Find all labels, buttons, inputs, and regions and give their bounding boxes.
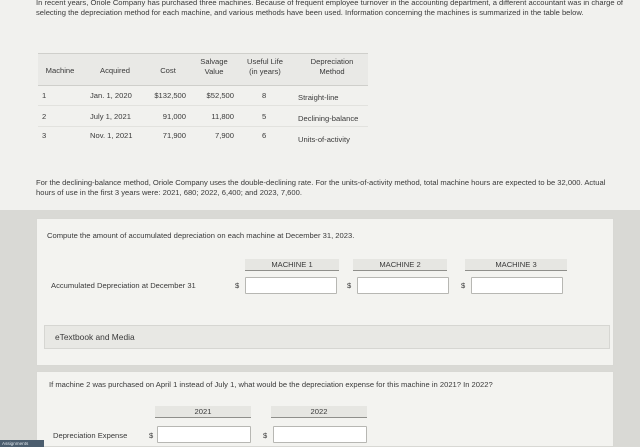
row3-method: Units-of-activity [298, 135, 350, 144]
row3-cost: 71,900 [162, 131, 186, 140]
question2-panel [36, 371, 614, 447]
row3-life: 6 [262, 131, 267, 140]
intro-paragraph: In recent years, Oriole Company has purchased three machines. Because of frequent employee turnover in the accounting department, a different accountant was in charge of selecting the depreciation method for each machine, and various methods have been used. Information concerning the machines is summarized in the table below. [36, 0, 624, 17]
column-header-2022: 2022 [271, 406, 367, 418]
row2-machine: 2 [42, 112, 47, 121]
row1-method: Straight-line [298, 93, 339, 102]
header-method-2: Method [319, 67, 345, 76]
row1-salvage: $52,500 [206, 91, 234, 100]
currency-symbol: $ [235, 281, 240, 290]
header-cost: Cost [160, 66, 176, 75]
header-salvage-2: Value [204, 67, 224, 76]
header-machine: Machine [45, 66, 75, 75]
column-header-2021: 2021 [155, 406, 251, 418]
header-life-2: (in years) [249, 67, 281, 76]
question1-prompt: Compute the amount of accumulated depreciation on each machine at December 31, 2023. [47, 231, 355, 240]
depreciation-2022-input[interactable] [273, 426, 367, 443]
row2-method: Declining-balance [298, 114, 359, 123]
row1-life: 8 [262, 91, 267, 100]
currency-symbol: $ [461, 281, 466, 290]
problem-statement-panel [0, 0, 640, 210]
header-acquired: Acquired [100, 66, 130, 75]
header-salvage-1: Salvage [200, 57, 228, 66]
currency-symbol: $ [263, 431, 268, 440]
row-divider [38, 126, 368, 127]
column-header-machine1: MACHINE 1 [245, 259, 339, 271]
row1-acquired: Jan. 1, 2020 [90, 91, 132, 100]
row3-acquired: Nov. 1, 2021 [90, 131, 133, 140]
machine3-accumulated-input[interactable] [471, 277, 563, 294]
machine1-accumulated-input[interactable] [245, 277, 337, 294]
row2-life: 5 [262, 112, 267, 121]
depreciation-2021-input[interactable] [157, 426, 251, 443]
row2-acquired: July 1, 2021 [90, 112, 131, 121]
row3-machine: 3 [42, 131, 47, 140]
row2-salvage: 11,800 [211, 112, 234, 121]
row2-cost: 91,000 [162, 112, 186, 121]
etextbook-media-bar[interactable] [44, 325, 610, 349]
header-life-1: Useful Life [247, 57, 283, 66]
header-method-1: Depreciation [310, 57, 354, 66]
column-header-machine3: MACHINE 3 [465, 259, 567, 271]
accumulated-depreciation-label: Accumulated Depreciation at December 31 [51, 281, 196, 290]
column-header-machine2: MACHINE 2 [353, 259, 447, 271]
depreciation-expense-label: Depreciation Expense [53, 431, 128, 440]
row-divider [38, 105, 368, 106]
currency-symbol: $ [149, 431, 154, 440]
row3-salvage: 7,900 [214, 131, 234, 140]
currency-symbol: $ [347, 281, 352, 290]
assignments-tab[interactable]: Assignments [0, 440, 44, 447]
row1-machine: 1 [42, 91, 47, 100]
method-note-paragraph: For the declining-balance method, Oriole Company uses the double-declining rate. For the units-of-activity method, total machine hours are expected to be 32,000. Actual hours of use in the first 3 years were: 2021, 680; 2022, 6,400; and 2023, 7,600. [36, 178, 606, 197]
etextbook-media-link[interactable]: eTextbook and Media [55, 332, 135, 342]
row1-cost: $132,500 [154, 91, 186, 100]
question2-prompt: If machine 2 was purchased on April 1 instead of July 1, what would be the depreciation expense for this machine in 2021? In 2022? [49, 380, 493, 389]
machine2-accumulated-input[interactable] [357, 277, 449, 294]
